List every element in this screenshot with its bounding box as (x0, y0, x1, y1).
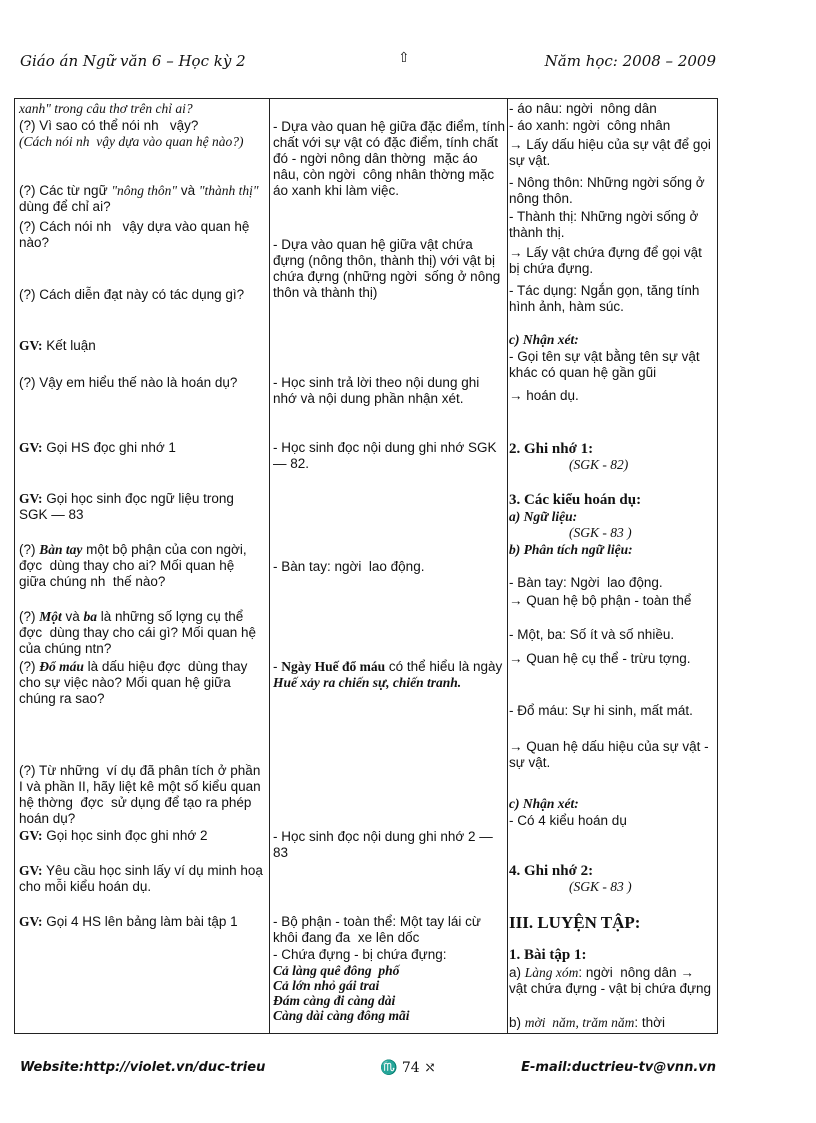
subheading (509, 332, 711, 348)
gv-label: GV: (19, 914, 43, 929)
poem-line: Cả lớn nhỏ gái trai (273, 978, 380, 993)
section-heading (509, 915, 711, 931)
text-line: - Đổ máu: Sự hi sinh, mất mát. (509, 703, 693, 718)
poem-line: Càng dài càng đông mãi (273, 1008, 410, 1023)
text-line: 2. Ghi nhớ 1: (509, 441, 594, 457)
text-line: có thể hiểu là ngày (385, 659, 506, 674)
text-line: c) Nhận xét: (509, 796, 579, 811)
text-line: - Học sinh đọc nội dung ghi nhớ SGK — 82. (273, 440, 501, 471)
footer-website-link[interactable]: Website:http://violet.vn/duc-trieu (20, 1060, 266, 1075)
answer (273, 375, 505, 407)
subheading (509, 796, 711, 812)
text-line: III. LUYỆN TẬP: (509, 913, 641, 932)
subheading (509, 509, 711, 541)
question (19, 542, 265, 590)
text-line: (?) (19, 659, 40, 674)
text-line: a) Ngữ liệu: (509, 509, 578, 524)
poem-line: Cả làng quê đông phố (273, 963, 400, 978)
question (19, 375, 265, 391)
gv-label: GV: (19, 828, 43, 843)
header-ornament-icon: ⇧ (398, 50, 410, 66)
question (19, 118, 265, 150)
text-line: Gọi học sinh đọc ghi nhớ 2 (42, 828, 208, 843)
gv-label: GV: (19, 440, 43, 455)
text-line: → hoán dụ. (509, 388, 579, 403)
header-course-title: Giáo án Ngữ văn 6 – Học kỳ 2 (20, 52, 246, 70)
content-line (509, 1015, 711, 1031)
text-line: - Bộ phận - toàn thể: Một tay lái cừ khôi đang đa xe lên dốc (273, 914, 485, 945)
page-number: ♏ 74 ⤯ (380, 1060, 436, 1076)
section-heading (509, 863, 711, 895)
text-line: Gọi HS đọc ghi nhớ 1 (42, 440, 176, 455)
text-line: "thành thị" (198, 183, 259, 198)
text-line: - Chứa đựng - bị chứa đựng: (273, 947, 447, 962)
content-line (509, 627, 711, 643)
text-line: Yêu cầu học sinh lấy ví dụ minh hoạ cho mỗi kiểu hoán dụ. (19, 863, 267, 894)
answer (273, 659, 505, 691)
text-line: a) (509, 965, 525, 980)
content-line (509, 137, 715, 169)
text-line: (?) (19, 609, 40, 624)
content-line (509, 739, 711, 771)
content-line (509, 575, 711, 591)
text-line: Gọi học sinh đọc ngữ liệu trong SGK — 83 (19, 491, 238, 522)
teacher-instruction (19, 863, 265, 895)
teacher-instruction (19, 914, 265, 930)
text-block (19, 101, 265, 117)
content-line (509, 245, 711, 277)
text-line: - Gọi tên sự vật bằng tên sự vật khác có quan hệ gần gũi (509, 349, 704, 380)
section-heading (509, 492, 711, 508)
question (19, 609, 265, 657)
text-line: b) (509, 1015, 525, 1030)
text-line: xanh" trong câu thơ trên chỉ ai? (19, 101, 193, 116)
poem (273, 963, 505, 1023)
text-line: - áo xanh: ngời công nhân (509, 118, 671, 133)
reference: (SGK - 82) (569, 457, 629, 472)
text-line: → Quan hệ bộ phận - toàn thể (509, 593, 692, 608)
text-line: một bộ phận của con ngời, đợc dùng thay cho ai? Mối quan hệ giữa chúng nh thế nào? (19, 542, 255, 589)
content-line (509, 651, 711, 667)
text-line: - Tác dụng: Ngắn gọn, tăng tính hình ảnh, hàm súc. (509, 283, 704, 314)
text-line: Bàn tay (39, 542, 83, 557)
text-line: 4. Ghi nhớ 2: (509, 863, 594, 879)
page-footer (20, 1060, 716, 1082)
section-heading (509, 947, 711, 963)
content-line (509, 283, 711, 315)
text-line: - (273, 659, 282, 674)
text-line: - Một, ba: Số ít và số nhiều. (509, 627, 675, 642)
text-line: và (177, 183, 199, 198)
text-line: → Lấy vật chứa đựng để gọi vật bị chứa đựng. (509, 245, 706, 276)
text-line: là dấu hiệu đợc dùng thay cho sự việc nào? Mối quan hệ giữa chúng ra sao? (19, 659, 252, 706)
column-divider-1 (269, 99, 270, 1033)
gv-label: GV: (19, 863, 43, 878)
content-line (509, 209, 711, 241)
text-line: (?) Cách diễn đạt này có tác dụng gì? (19, 287, 245, 302)
content-line (509, 101, 711, 117)
subheading (509, 542, 711, 558)
text-line: b) Phân tích ngữ liệu: (509, 542, 633, 557)
answer (273, 914, 505, 946)
text-line: (?) Vì sao có thể nói nh vậy? (19, 118, 199, 133)
text-line: Một (39, 609, 62, 624)
answer (273, 119, 509, 199)
text-line: (?) Vậy em hiểu thế nào là hoán dụ? (19, 375, 238, 390)
teacher-instruction (19, 440, 265, 456)
text-line: - Bàn tay: ngời lao động. (273, 559, 425, 574)
poem-line: Đám càng đi càng dài (273, 993, 396, 1008)
answer (273, 237, 505, 301)
text-line: - Dựa vào quan hệ giữa vật chứa đựng (nông thôn, thành thị) với vật bị chứa đựng (những ngời sống ở nông thôn và thành thị) (273, 237, 504, 300)
text-line: (?) Cách nói nh vậy dựa vào quan hệ nào? (19, 219, 254, 250)
text-line: - Nông thôn: Những ngời sống ở nông thôn. (509, 175, 709, 206)
question (19, 287, 265, 303)
text-line: dùng để chỉ ai? (19, 183, 263, 214)
text-line: Huế xảy ra chiến sự, chiến tranh. (273, 675, 462, 690)
content-line (509, 703, 711, 719)
text-line: Làng xóm (524, 965, 579, 980)
question (19, 183, 265, 215)
answer (273, 559, 505, 575)
teacher-instruction (19, 828, 265, 844)
text-line: - Dựa vào quan hệ giữa đặc điểm, tính chất với sự vật có đặc điểm, tính chất đó - ngời nông dân thờng mặc áo nâu, còn ngời công nhân thờng mặc áo xanh khi làm việc. (273, 119, 509, 198)
question (19, 219, 265, 251)
reference: (SGK - 83 ) (569, 879, 632, 894)
answer (273, 829, 505, 861)
reference: (SGK - 83 ) (569, 525, 632, 540)
text-line: Kết luận (42, 338, 96, 353)
page-header (20, 52, 716, 76)
text-line: - Có 4 kiểu hoán dụ (509, 813, 627, 828)
content-line (509, 118, 711, 134)
content-line (509, 965, 711, 997)
text-line: - Học sinh đọc nội dung ghi nhớ 2 — 83 (273, 829, 497, 860)
text-line: Gọi 4 HS lên bảng làm bài tập 1 (42, 914, 238, 929)
text-line: : ngời nông dân → vật chứa đựng - vật bị chứa đựng (509, 965, 712, 996)
text-line: - Bàn tay: Ngời lao động. (509, 575, 663, 590)
footer-email-link[interactable]: E-mail:ductrieu-tv@vnn.vn (521, 1060, 716, 1075)
teacher-instruction (19, 491, 265, 523)
text-line: (?) (19, 542, 40, 557)
content-line (509, 388, 711, 404)
text-line: → Quan hệ cụ thể - trừu tợng. (509, 651, 691, 666)
text-line: - Học sinh trả lời theo nội dung ghi nhớ và nội dung phần nhận xét. (273, 375, 483, 406)
content-line (509, 349, 711, 381)
text-line: mời năm, trăm năm (524, 1015, 635, 1030)
text-line: - áo nâu: ngời nông dân (509, 101, 657, 116)
text-line: (?) Từ những ví dụ đã phân tích ở phần I và phần II, hãy liệt kê một số kiểu quan hệ thờng đợc sử dụng để tạo ra phép hoán dụ? (19, 763, 265, 826)
text-line: Đổ máu (39, 659, 84, 674)
text-line: c) Nhận xét: (509, 332, 579, 347)
question (19, 763, 265, 827)
text-line: "nông thôn" (111, 183, 178, 198)
text-line: 1. Bài tập 1: (509, 947, 587, 963)
text-line: 3. Các kiểu hoán dụ: (509, 492, 642, 508)
answer (273, 947, 505, 963)
text-line: → Quan hệ dấu hiệu của sự vật - sự vật. (509, 739, 713, 770)
text-line: và (61, 609, 84, 624)
teacher-instruction (19, 338, 265, 354)
answer (273, 440, 505, 472)
text-line: là những số lợng cụ thể đợc dùng thay cho cái gì? Mối quan hệ của chúng ntn? (19, 609, 260, 656)
section-heading (509, 441, 711, 473)
content-line (509, 175, 711, 207)
content-line (509, 813, 711, 829)
gv-label: GV: (19, 338, 43, 353)
text-line: → Lấy dấu hiệu của sự vật để gọi sự vật. (509, 137, 715, 168)
text-line: ba (83, 609, 98, 624)
header-school-year: Năm học: 2008 – 2009 (544, 52, 716, 70)
text-line: : thời (634, 1015, 665, 1030)
gv-label: GV: (19, 491, 43, 506)
text-line: (?) Các từ ngữ (19, 183, 112, 198)
text-line: - Thành thị: Những ngời sống ở thành thị. (509, 209, 703, 240)
question (19, 659, 265, 707)
lesson-table (14, 98, 718, 1034)
content-line (509, 593, 711, 609)
text-line: (Cách nói nh vậy dựa vào quan hệ nào?) (19, 134, 244, 149)
column-divider-2 (507, 99, 508, 1033)
text-line: Ngày Huế đổ máu (281, 659, 386, 674)
